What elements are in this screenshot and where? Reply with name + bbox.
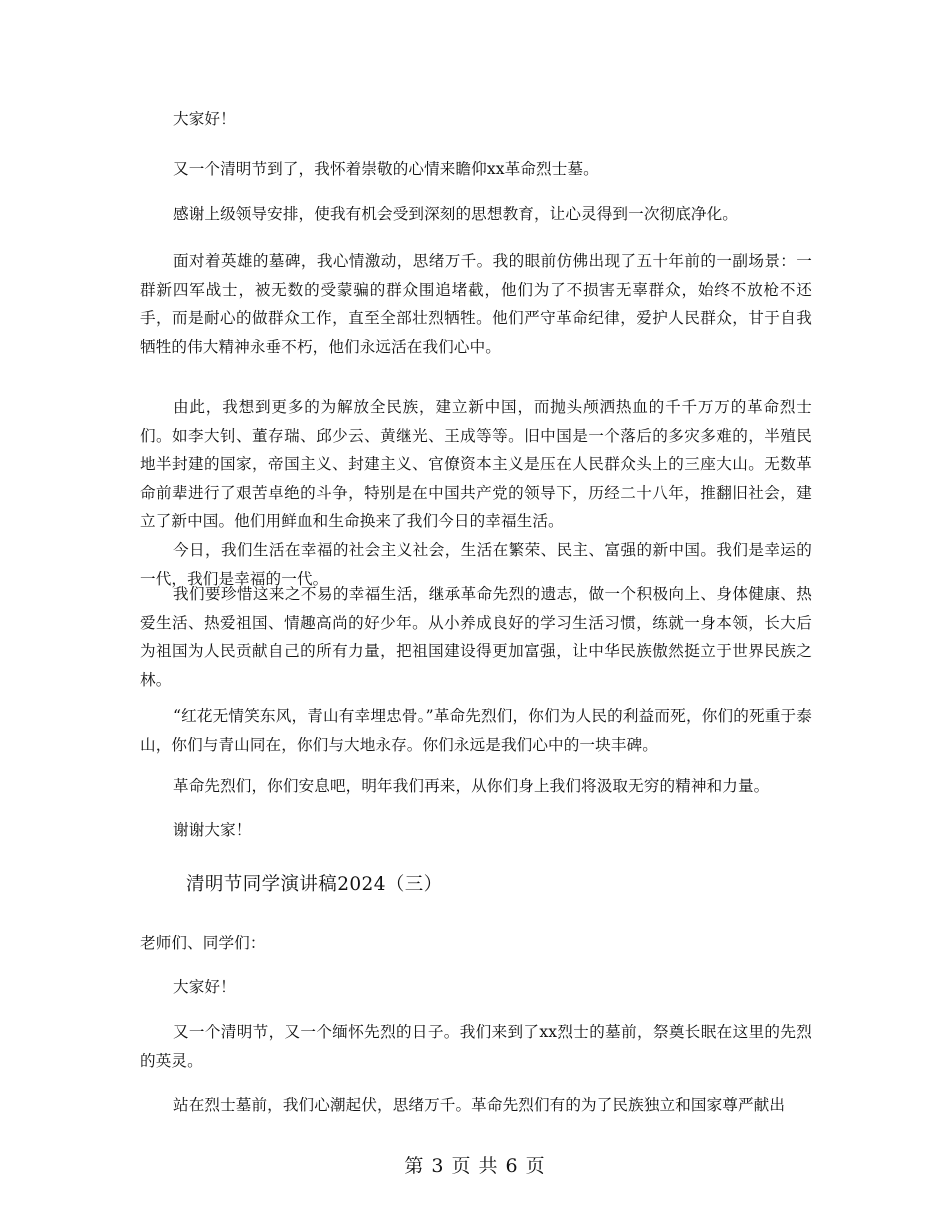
paragraph-section-opening: 又一个清明节，又一个缅怀先烈的日子。我们来到了xx烈士的墓前，祭奠长眠在这里的先烈的英灵。	[140, 1023, 812, 1070]
paragraph-opening: 又一个清明节到了，我怀着崇敬的心情来瞻仰xx革命烈士墓。	[173, 160, 599, 178]
paragraph-section-greeting: 大家好！	[173, 978, 236, 996]
paragraph-cherish: 我们要珍惜这来之不易的幸福生活，继承革命先烈的遗志，做一个积极向上、身体健康、热爱生活、热爱祖国、情趣高尚的好少年。从小养成良好的学习生活习惯，练就一身本领，长大后为祖国为人民贡献自己的所有力量，把祖国建设得更加富强，让中华民族傲然挺立于世界民族之林。	[140, 585, 812, 689]
paragraph-tombstone: 面对着英雄的墓碑，我心情激动，思绪万千。我的眼前仿佛出现了五十年前的一副场景：一群新四军战士，被无数的受蒙骗的群众围追堵截，他们为了不损害无辜群众，始终不放枪不还手，而是耐心的做群众工作，直至全部壮烈牺牲。他们严守革命纪律，爱护人民群众，甘于自我牺牲的伟大精神永垂不朽，他们永远活在我们心中。	[140, 252, 812, 356]
paragraph-thanks: 感谢上级领导安排，使我有机会受到深刻的思想教育，让心灵得到一次彻底净化。	[173, 205, 738, 223]
page-number-footer: 第 3 页 共 6 页	[404, 1155, 546, 1177]
paragraph-rest-in-peace: 革命先烈们，你们安息吧，明年我们再来，从你们身上我们将汲取无穷的精神和力量。	[173, 777, 770, 795]
paragraph-greeting: 大家好！	[173, 110, 236, 128]
paragraph-martyrs: 由此，我想到更多的为解放全民族，建立新中国，而抛头颅洒热血的千千万万的革命烈士们。如李大钊、董存瑞、邱少云、黄继光、王成等等。旧中国是一个落后的多灾多难的，半殖民地半封建的国家，帝国主义、封建主义、官僚资本主义是压在人民群众头上的三座大山。无数革命前辈进行了艰苦卓绝的斗争，特别是在中国共产党的领导下，历经二十八年，推翻旧社会，建立了新中国。他们用鲜血和生命换来了我们今日的幸福生活。	[140, 398, 812, 530]
paragraph-today: 今日，我们生活在幸福的社会主义社会，生活在繁荣、民主、富强的新中国。我们是幸运的一代，我们是幸福的一代。	[140, 541, 812, 588]
section-heading: 清明节同学演讲稿2024（三）	[186, 874, 443, 895]
paragraph-closing-thanks: 谢谢大家！	[173, 821, 252, 839]
paragraph-poem-quote: “红花无情笑东风，青山有幸埋忠骨。”革命先烈们，你们为人民的利益而死，你们的死重于泰山，你们与青山同在，你们与大地永存。你们永远是我们心中的一块丰碑。	[140, 707, 812, 754]
paragraph-section-tomb: 站在烈士墓前，我们心潮起伏，思绪万千。革命先烈们有的为了民族独立和国家尊严献出	[173, 1096, 786, 1114]
paragraph-salutation: 老师们、同学们：	[140, 934, 266, 952]
